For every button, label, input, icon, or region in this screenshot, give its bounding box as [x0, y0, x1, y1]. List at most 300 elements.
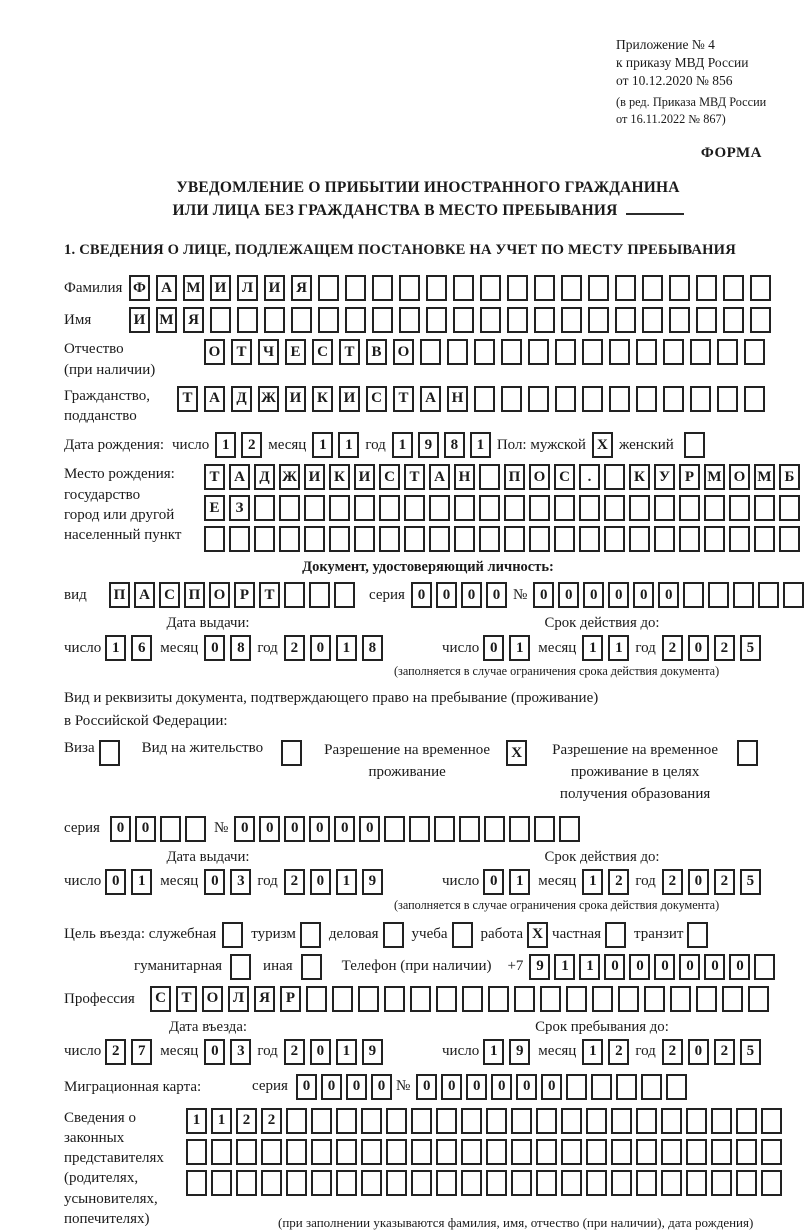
char-cell[interactable]: С: [150, 986, 171, 1012]
char-cell[interactable]: 0: [629, 954, 650, 980]
char-cell[interactable]: [386, 1108, 407, 1134]
char-cell[interactable]: [586, 1108, 607, 1134]
char-cell[interactable]: [736, 1108, 757, 1134]
char-cell[interactable]: 0: [416, 1074, 437, 1100]
phone-field[interactable]: [529, 954, 775, 980]
char-cell[interactable]: 0: [321, 1074, 342, 1100]
char-cell[interactable]: [409, 816, 430, 842]
char-cell[interactable]: [611, 1139, 632, 1165]
purpose-other-checkbox[interactable]: [301, 954, 322, 980]
char-cell[interactable]: 0: [259, 816, 280, 842]
char-cell[interactable]: [383, 922, 404, 948]
char-cell[interactable]: 0: [310, 635, 331, 661]
char-cell[interactable]: М: [704, 464, 725, 490]
char-cell[interactable]: П: [504, 464, 525, 490]
char-cell[interactable]: 2: [105, 1039, 126, 1065]
char-cell[interactable]: [729, 495, 750, 521]
char-cell[interactable]: [536, 1170, 557, 1196]
char-cell[interactable]: [454, 495, 475, 521]
char-cell[interactable]: Т: [176, 986, 197, 1012]
char-cell[interactable]: 1: [483, 1039, 504, 1065]
char-cell[interactable]: [783, 582, 804, 608]
char-cell[interactable]: Т: [259, 582, 280, 608]
char-cell[interactable]: Р: [679, 464, 700, 490]
char-cell[interactable]: 1: [211, 1108, 232, 1134]
char-cell[interactable]: [615, 275, 636, 301]
permit-issue-year-field[interactable]: [284, 869, 383, 895]
char-cell[interactable]: [744, 339, 765, 365]
char-cell[interactable]: 7: [131, 1039, 152, 1065]
char-cell[interactable]: [279, 495, 300, 521]
char-cell[interactable]: 0: [461, 582, 482, 608]
char-cell[interactable]: К: [629, 464, 650, 490]
char-cell[interactable]: [461, 1170, 482, 1196]
char-cell[interactable]: [555, 386, 576, 412]
char-cell[interactable]: 0: [105, 869, 126, 895]
char-cell[interactable]: [304, 526, 325, 552]
char-cell[interactable]: [711, 1170, 732, 1196]
char-cell[interactable]: [211, 1139, 232, 1165]
char-cell[interactable]: 0: [688, 869, 709, 895]
char-cell[interactable]: Е: [204, 495, 225, 521]
char-cell[interactable]: 5: [740, 635, 761, 661]
char-cell[interactable]: 0: [204, 635, 225, 661]
char-cell[interactable]: 1: [336, 635, 357, 661]
char-cell[interactable]: 0: [516, 1074, 537, 1100]
char-cell[interactable]: [704, 495, 725, 521]
char-cell[interactable]: [301, 954, 322, 980]
char-cell[interactable]: [429, 526, 450, 552]
char-cell[interactable]: 5: [740, 869, 761, 895]
char-cell[interactable]: [629, 526, 650, 552]
char-cell[interactable]: О: [729, 464, 750, 490]
char-cell[interactable]: 0: [135, 816, 156, 842]
permit-valid-year-field[interactable]: [662, 869, 761, 895]
citizenship-field[interactable]: [177, 386, 765, 412]
char-cell[interactable]: [474, 386, 495, 412]
char-cell[interactable]: [609, 386, 630, 412]
char-cell[interactable]: 2: [662, 635, 683, 661]
char-cell[interactable]: 2: [714, 635, 735, 661]
char-cell[interactable]: [582, 386, 603, 412]
sex-male-checkbox[interactable]: [592, 432, 613, 458]
rvp-edu-checkbox[interactable]: [737, 740, 758, 766]
char-cell[interactable]: [529, 495, 550, 521]
char-cell[interactable]: [636, 1139, 657, 1165]
char-cell[interactable]: 0: [491, 1074, 512, 1100]
char-cell[interactable]: [586, 1170, 607, 1196]
char-cell[interactable]: 1: [582, 1039, 603, 1065]
char-cell[interactable]: [210, 307, 231, 333]
char-cell[interactable]: С: [312, 339, 333, 365]
profession-field[interactable]: [150, 986, 769, 1012]
birthplace-field-row2[interactable]: [204, 495, 800, 521]
doc-issue-year-field[interactable]: [284, 635, 383, 661]
char-cell[interactable]: 2: [608, 869, 629, 895]
char-cell[interactable]: [304, 495, 325, 521]
char-cell[interactable]: X: [592, 432, 613, 458]
char-cell[interactable]: 0: [346, 1074, 367, 1100]
char-cell[interactable]: 5: [740, 1039, 761, 1065]
char-cell[interactable]: [661, 1170, 682, 1196]
char-cell[interactable]: [711, 1139, 732, 1165]
char-cell[interactable]: И: [129, 307, 150, 333]
purpose-private-checkbox[interactable]: [605, 922, 626, 948]
char-cell[interactable]: 1: [186, 1108, 207, 1134]
char-cell[interactable]: 0: [483, 869, 504, 895]
char-cell[interactable]: [779, 526, 800, 552]
char-cell[interactable]: [484, 816, 505, 842]
char-cell[interactable]: [399, 307, 420, 333]
char-cell[interactable]: С: [554, 464, 575, 490]
char-cell[interactable]: А: [204, 386, 225, 412]
char-cell[interactable]: [329, 495, 350, 521]
char-cell[interactable]: 0: [729, 954, 750, 980]
char-cell[interactable]: [736, 1139, 757, 1165]
char-cell[interactable]: [372, 307, 393, 333]
char-cell[interactable]: [737, 740, 758, 766]
char-cell[interactable]: [554, 495, 575, 521]
char-cell[interactable]: Е: [285, 339, 306, 365]
char-cell[interactable]: 0: [486, 582, 507, 608]
char-cell[interactable]: 0: [654, 954, 675, 980]
char-cell[interactable]: [540, 986, 561, 1012]
char-cell[interactable]: [318, 307, 339, 333]
char-cell[interactable]: [750, 307, 771, 333]
char-cell[interactable]: [454, 526, 475, 552]
birthplace-field-row1[interactable]: [204, 464, 800, 490]
char-cell[interactable]: 0: [204, 1039, 225, 1065]
char-cell[interactable]: [261, 1139, 282, 1165]
char-cell[interactable]: [354, 526, 375, 552]
char-cell[interactable]: [386, 1170, 407, 1196]
char-cell[interactable]: [711, 1108, 732, 1134]
char-cell[interactable]: Р: [234, 582, 255, 608]
representatives-field-row2[interactable]: [186, 1139, 782, 1165]
char-cell[interactable]: [404, 495, 425, 521]
char-cell[interactable]: [426, 275, 447, 301]
char-cell[interactable]: [669, 307, 690, 333]
permit-valid-month-field[interactable]: [582, 869, 629, 895]
stay-day-field[interactable]: [483, 1039, 530, 1065]
char-cell[interactable]: 0: [679, 954, 700, 980]
char-cell[interactable]: [761, 1170, 782, 1196]
char-cell[interactable]: [559, 816, 580, 842]
char-cell[interactable]: [254, 526, 275, 552]
permit-valid-day-field[interactable]: [483, 869, 530, 895]
char-cell[interactable]: М: [183, 275, 204, 301]
char-cell[interactable]: [591, 1074, 612, 1100]
char-cell[interactable]: Ж: [279, 464, 300, 490]
char-cell[interactable]: 1: [470, 432, 491, 458]
char-cell[interactable]: [661, 1108, 682, 1134]
char-cell[interactable]: Т: [231, 339, 252, 365]
char-cell[interactable]: 2: [284, 869, 305, 895]
char-cell[interactable]: 0: [583, 582, 604, 608]
char-cell[interactable]: [507, 275, 528, 301]
char-cell[interactable]: [504, 495, 525, 521]
char-cell[interactable]: 0: [604, 954, 625, 980]
birthplace-field-row3[interactable]: [204, 526, 800, 552]
char-cell[interactable]: [654, 495, 675, 521]
char-cell[interactable]: [429, 495, 450, 521]
char-cell[interactable]: [704, 526, 725, 552]
char-cell[interactable]: [372, 275, 393, 301]
char-cell[interactable]: 1: [582, 869, 603, 895]
char-cell[interactable]: Т: [204, 464, 225, 490]
char-cell[interactable]: Ф: [129, 275, 150, 301]
char-cell[interactable]: [644, 986, 665, 1012]
birth-day-field[interactable]: [215, 432, 262, 458]
char-cell[interactable]: [264, 307, 285, 333]
char-cell[interactable]: П: [109, 582, 130, 608]
char-cell[interactable]: И: [210, 275, 231, 301]
char-cell[interactable]: [160, 816, 181, 842]
char-cell[interactable]: [399, 275, 420, 301]
mig-series-field[interactable]: [296, 1074, 392, 1100]
char-cell[interactable]: [479, 464, 500, 490]
stay-month-field[interactable]: [582, 1039, 629, 1065]
char-cell[interactable]: 2: [714, 1039, 735, 1065]
char-cell[interactable]: [474, 339, 495, 365]
char-cell[interactable]: С: [159, 582, 180, 608]
char-cell[interactable]: [501, 386, 522, 412]
char-cell[interactable]: [566, 1074, 587, 1100]
char-cell[interactable]: О: [209, 582, 230, 608]
char-cell[interactable]: 0: [436, 582, 457, 608]
char-cell[interactable]: [592, 986, 613, 1012]
char-cell[interactable]: [750, 275, 771, 301]
char-cell[interactable]: 2: [608, 1039, 629, 1065]
char-cell[interactable]: [434, 816, 455, 842]
char-cell[interactable]: [411, 1108, 432, 1134]
char-cell[interactable]: [686, 1170, 707, 1196]
char-cell[interactable]: [679, 526, 700, 552]
char-cell[interactable]: [436, 1170, 457, 1196]
char-cell[interactable]: [404, 526, 425, 552]
char-cell[interactable]: [696, 986, 717, 1012]
char-cell[interactable]: 3: [230, 1039, 251, 1065]
char-cell[interactable]: [204, 526, 225, 552]
char-cell[interactable]: 0: [296, 1074, 317, 1100]
doc-number-field[interactable]: [533, 582, 804, 608]
char-cell[interactable]: [561, 275, 582, 301]
char-cell[interactable]: А: [134, 582, 155, 608]
char-cell[interactable]: 2: [284, 635, 305, 661]
char-cell[interactable]: [488, 986, 509, 1012]
char-cell[interactable]: [636, 386, 657, 412]
char-cell[interactable]: [722, 986, 743, 1012]
permit-issue-day-field[interactable]: [105, 869, 152, 895]
char-cell[interactable]: 0: [541, 1074, 562, 1100]
char-cell[interactable]: [561, 1170, 582, 1196]
char-cell[interactable]: [561, 1108, 582, 1134]
char-cell[interactable]: [696, 307, 717, 333]
char-cell[interactable]: [479, 495, 500, 521]
char-cell[interactable]: [636, 1170, 657, 1196]
char-cell[interactable]: 0: [441, 1074, 462, 1100]
purpose-humanitarian-checkbox[interactable]: [230, 954, 251, 980]
char-cell[interactable]: [588, 307, 609, 333]
char-cell[interactable]: 1: [338, 432, 359, 458]
purpose-tourism-checkbox[interactable]: [300, 922, 321, 948]
char-cell[interactable]: [729, 526, 750, 552]
char-cell[interactable]: [358, 986, 379, 1012]
char-cell[interactable]: 0: [310, 869, 331, 895]
char-cell[interactable]: [696, 275, 717, 301]
char-cell[interactable]: [654, 526, 675, 552]
purpose-work-checkbox[interactable]: [527, 922, 548, 948]
char-cell[interactable]: 0: [658, 582, 679, 608]
char-cell[interactable]: [536, 1108, 557, 1134]
char-cell[interactable]: И: [264, 275, 285, 301]
char-cell[interactable]: [479, 526, 500, 552]
char-cell[interactable]: 1: [509, 635, 530, 661]
char-cell[interactable]: 0: [633, 582, 654, 608]
char-cell[interactable]: 1: [215, 432, 236, 458]
char-cell[interactable]: Н: [447, 386, 468, 412]
char-cell[interactable]: [361, 1170, 382, 1196]
char-cell[interactable]: [229, 526, 250, 552]
char-cell[interactable]: [736, 1170, 757, 1196]
char-cell[interactable]: 1: [392, 432, 413, 458]
char-cell[interactable]: Я: [183, 307, 204, 333]
char-cell[interactable]: 1: [509, 869, 530, 895]
char-cell[interactable]: [480, 275, 501, 301]
char-cell[interactable]: [605, 922, 626, 948]
char-cell[interactable]: Т: [177, 386, 198, 412]
char-cell[interactable]: [582, 339, 603, 365]
char-cell[interactable]: [461, 1139, 482, 1165]
char-cell[interactable]: .: [579, 464, 600, 490]
char-cell[interactable]: [708, 582, 729, 608]
char-cell[interactable]: 3: [230, 869, 251, 895]
char-cell[interactable]: Л: [237, 275, 258, 301]
char-cell[interactable]: [611, 1170, 632, 1196]
char-cell[interactable]: [528, 339, 549, 365]
char-cell[interactable]: [507, 307, 528, 333]
char-cell[interactable]: [361, 1108, 382, 1134]
char-cell[interactable]: [453, 275, 474, 301]
char-cell[interactable]: [300, 922, 321, 948]
purpose-business-checkbox[interactable]: [383, 922, 404, 948]
char-cell[interactable]: [336, 1170, 357, 1196]
char-cell[interactable]: 0: [704, 954, 725, 980]
char-cell[interactable]: [683, 582, 704, 608]
char-cell[interactable]: [579, 495, 600, 521]
birth-year-field[interactable]: [392, 432, 491, 458]
char-cell[interactable]: [411, 1139, 432, 1165]
char-cell[interactable]: 0: [359, 816, 380, 842]
char-cell[interactable]: 0: [558, 582, 579, 608]
char-cell[interactable]: [453, 307, 474, 333]
char-cell[interactable]: И: [339, 386, 360, 412]
char-cell[interactable]: [566, 986, 587, 1012]
char-cell[interactable]: [641, 1074, 662, 1100]
doc-valid-day-field[interactable]: [483, 635, 530, 661]
char-cell[interactable]: [386, 1139, 407, 1165]
char-cell[interactable]: [629, 495, 650, 521]
char-cell[interactable]: 0: [234, 816, 255, 842]
char-cell[interactable]: 0: [466, 1074, 487, 1100]
char-cell[interactable]: Л: [228, 986, 249, 1012]
char-cell[interactable]: [611, 1108, 632, 1134]
char-cell[interactable]: [345, 307, 366, 333]
char-cell[interactable]: [230, 954, 251, 980]
char-cell[interactable]: 1: [579, 954, 600, 980]
permit-series-field[interactable]: [110, 816, 206, 842]
char-cell[interactable]: [744, 386, 765, 412]
char-cell[interactable]: 1: [336, 1039, 357, 1065]
char-cell[interactable]: [604, 495, 625, 521]
char-cell[interactable]: [511, 1139, 532, 1165]
char-cell[interactable]: Т: [393, 386, 414, 412]
entry-day-field[interactable]: [105, 1039, 152, 1065]
char-cell[interactable]: [615, 307, 636, 333]
char-cell[interactable]: 8: [230, 635, 251, 661]
char-cell[interactable]: 0: [688, 635, 709, 661]
char-cell[interactable]: [529, 526, 550, 552]
char-cell[interactable]: [336, 1108, 357, 1134]
char-cell[interactable]: 0: [688, 1039, 709, 1065]
char-cell[interactable]: [501, 339, 522, 365]
doc-issue-month-field[interactable]: [204, 635, 251, 661]
char-cell[interactable]: [486, 1108, 507, 1134]
char-cell[interactable]: О: [204, 339, 225, 365]
char-cell[interactable]: [379, 526, 400, 552]
char-cell[interactable]: А: [420, 386, 441, 412]
char-cell[interactable]: [411, 1170, 432, 1196]
char-cell[interactable]: [254, 495, 275, 521]
char-cell[interactable]: [318, 275, 339, 301]
char-cell[interactable]: [618, 986, 639, 1012]
char-cell[interactable]: [511, 1170, 532, 1196]
char-cell[interactable]: [514, 986, 535, 1012]
doc-issue-day-field[interactable]: [105, 635, 152, 661]
char-cell[interactable]: [186, 1139, 207, 1165]
char-cell[interactable]: [462, 986, 483, 1012]
char-cell[interactable]: 2: [241, 432, 262, 458]
patronymic-field[interactable]: [204, 339, 765, 365]
char-cell[interactable]: К: [329, 464, 350, 490]
char-cell[interactable]: [554, 526, 575, 552]
char-cell[interactable]: [534, 816, 555, 842]
char-cell[interactable]: [733, 582, 754, 608]
char-cell[interactable]: 8: [444, 432, 465, 458]
char-cell[interactable]: [723, 307, 744, 333]
char-cell[interactable]: 2: [261, 1108, 282, 1134]
char-cell[interactable]: Д: [254, 464, 275, 490]
char-cell[interactable]: 2: [284, 1039, 305, 1065]
representatives-field-row3[interactable]: [186, 1170, 782, 1196]
char-cell[interactable]: [636, 1108, 657, 1134]
char-cell[interactable]: [717, 339, 738, 365]
char-cell[interactable]: [436, 1139, 457, 1165]
char-cell[interactable]: [354, 495, 375, 521]
char-cell[interactable]: С: [379, 464, 400, 490]
residence-permit-checkbox[interactable]: [281, 740, 302, 766]
char-cell[interactable]: А: [156, 275, 177, 301]
char-cell[interactable]: [384, 816, 405, 842]
doc-valid-year-field[interactable]: [662, 635, 761, 661]
char-cell[interactable]: 0: [608, 582, 629, 608]
char-cell[interactable]: [723, 275, 744, 301]
char-cell[interactable]: [661, 1139, 682, 1165]
char-cell[interactable]: 0: [533, 582, 554, 608]
char-cell[interactable]: [670, 986, 691, 1012]
char-cell[interactable]: [222, 922, 243, 948]
char-cell[interactable]: 1: [131, 869, 152, 895]
